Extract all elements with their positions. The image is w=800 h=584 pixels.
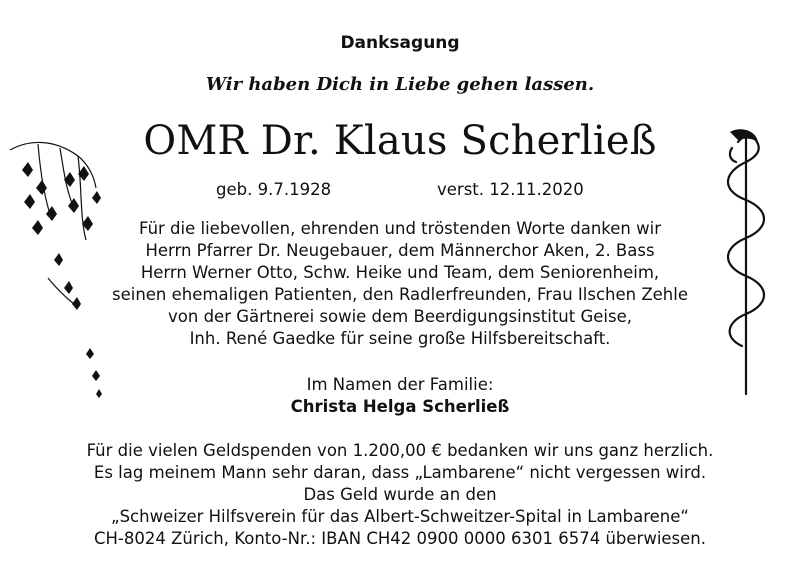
- death-date: verst. 12.11.2020: [437, 180, 584, 199]
- thanks-line: von der Gärtnerei sowie dem Beerdigungsinstitut Geise,: [168, 307, 632, 326]
- thanks-line: Herrn Pfarrer Dr. Neugebauer, dem Männerchor Aken, 2. Bass: [145, 241, 655, 260]
- family-intro: Im Namen der Familie:: [306, 375, 494, 394]
- donation-line: Es lag meinem Mann sehr daran, dass „Lambarene“ nicht vergessen wird.: [93, 463, 707, 482]
- family-name: Christa Helga Scherließ: [290, 397, 510, 416]
- donation-line: „Schweizer Hilfsverein für das Albert-Schweitzer-Spital in Lambarene“: [111, 507, 689, 526]
- thanks-paragraph: [0, 218, 800, 350]
- notice-heading: Danksagung: [340, 33, 460, 53]
- thanks-line: seinen ehemaligen Patienten, den Radlerfreunden, Frau Ilschen Zehle: [111, 285, 688, 304]
- donation-paragraph: [0, 440, 800, 550]
- thanks-line: Für die liebevollen, ehrenden und tröstenden Worte danken wir: [138, 219, 661, 238]
- donation-line: CH-8024 Zürich, Konto-Nr.: IBAN CH42 0900 0000 6301 6574 überwiesen.: [93, 529, 707, 548]
- donation-line: Für die vielen Geldspenden von 1.200,00 € bedanken wir uns ganz herzlich.: [86, 441, 714, 460]
- thanks-line: Inh. René Gaedke für seine große Hilfsbereitschaft.: [189, 329, 611, 348]
- notice-motto: Wir haben Dich in Liebe gehen lassen.: [205, 74, 595, 95]
- thanks-line: Herrn Werner Otto, Schw. Heike und Team, dem Seniorenheim,: [140, 263, 660, 282]
- donation-line: Das Geld wurde an den: [303, 485, 497, 504]
- deceased-name: OMR Dr. Klaus Scherließ: [143, 118, 657, 164]
- birth-date: geb. 9.7.1928: [216, 180, 332, 199]
- family-signature: [0, 374, 800, 418]
